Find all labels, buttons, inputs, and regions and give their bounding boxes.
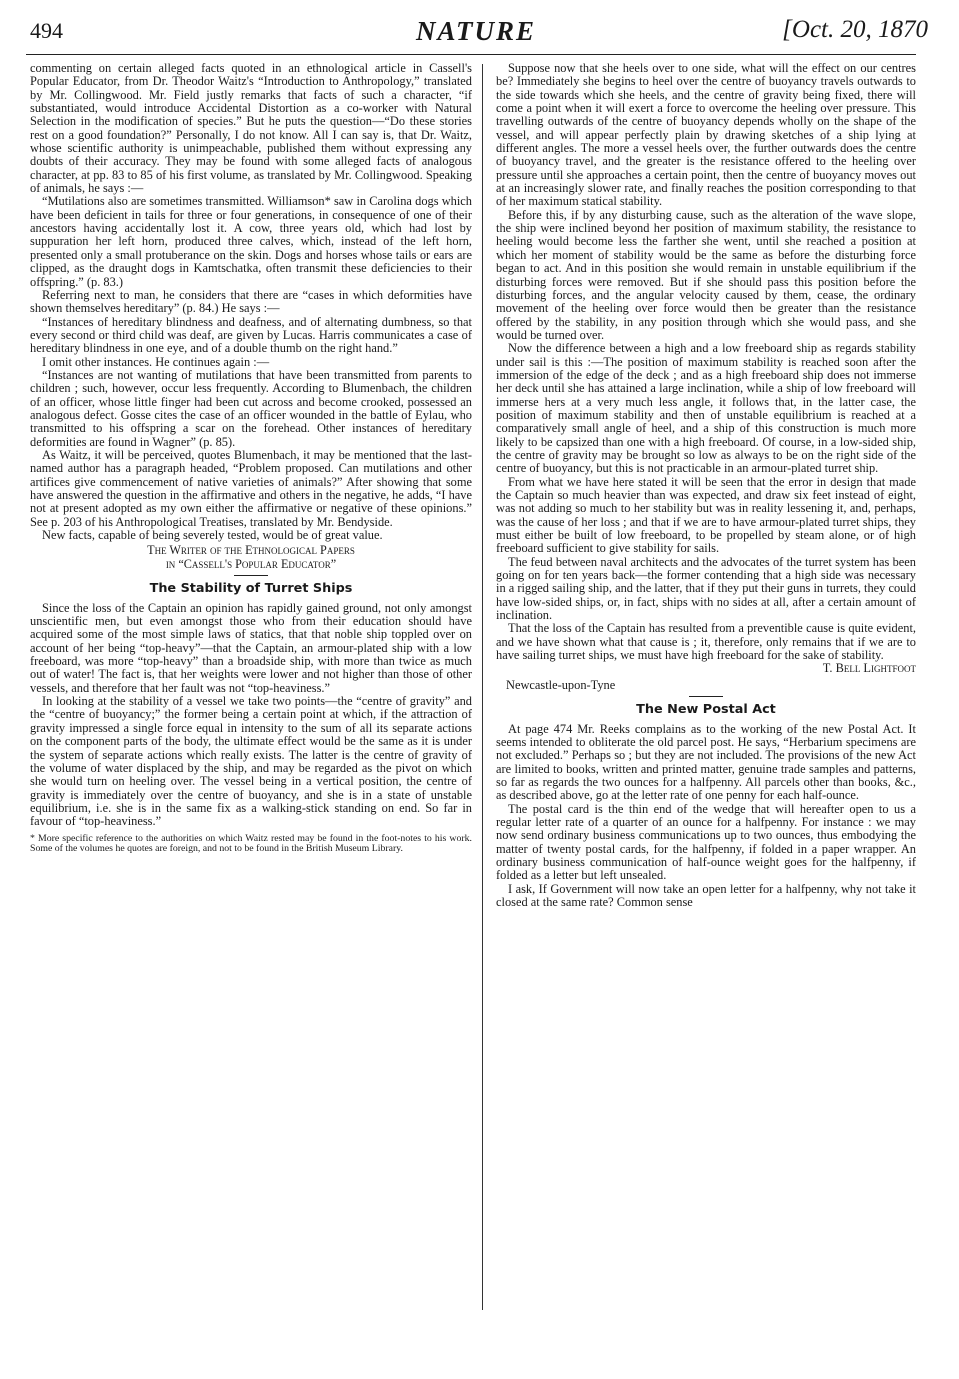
paragraph: The postal card is the thin end of the wedge that will hereafter open to us a regular letter rate of a quarter of an ounce for a halfpenny. For instance : we may now send ordinary business communications up to two ounces, thus embodying the matter of twenty postal cards, for the halfpenny, if folded in a paper wrapper. An ordinary business communication of half-ounce weight goes for the halfpenny, if folded as a letter but left unsealed. bbox=[496, 801, 916, 883]
paragraph: The feud between naval architects and the advocates of the turret system has been going on for ten years back—the former contending that a high side was necessary in a rigged sailing ship, and the latter, that if they put their guns in turrets, they could have low-sided ships, or, in fact, ships with no sides at all, after a certain amount of inclination. bbox=[496, 554, 917, 623]
paragraph: New facts, capable of being severely tested, would be of great value. bbox=[42, 528, 383, 543]
paragraph: At page 474 Mr. Reeks complains as to the working of the new Postal Act. It seems intended to obliterate the old parcel post. He says, “Herbarium specimens are not excluded.” Perhaps so ; but they are not included. The provisions of the new Act are limited to books, written and printed matter, genuine trade samples and patterns, so far as regards the two ounces for a halfpenny. All parcels other than books, &c., as described above, go at the letter rate of one penny for each half-ounce. bbox=[496, 721, 916, 803]
paragraph: That the loss of the Captain has resulted from a preventible cause is quite evident, and we have shown what that cause is ; it, therefore, only remains that if we are to have sailing turret ships, we must have high freeboard for the sake of stability. bbox=[496, 621, 916, 663]
paragraph: Since the loss of the Captain an opinion has rapidly gained ground, not only amongst unscientific men, but even amongst those who from their education should have acquired some of the most simple laws of statics, that that noble ship toppled over on account of her being “top-heavy”—that the Captain, an armour-plated ship with a low freeboard, was more “top-heavy” than a broadside ship, with more than twice as much out of water! The fact is, that her weights were lower and not higher than those of other vessels, and therefore that her fault was not “top-heaviness.” bbox=[30, 600, 472, 695]
paragraph: As Waitz, it will be perceived, quotes Blumenbach, it may be mentioned that the last-named author has a paragraph headed, “Problem proposed. Can mutilations and other artifices give commencement of native varieties of animals?” After showing that some have answered the question in the affirmative and others in the negative, he adds, “I have not at present adopted as my own either the affirmative or negative of these opinions.” See p. 203 of his Anthropological Treatises, translated by Mr. Bendyside. bbox=[30, 447, 472, 529]
author-signature: T. Bell Lightfoot bbox=[822, 661, 916, 676]
paragraph: “Instances are not wanting of mutilations that have been transmitted from parents to children ; such, however, occur less frequently. According to Blumenbach, the children of an officer, whose little finger had been cut across and become crooked, possessed an analogous defect. Gosse cites the case of an officer wounded in the battle of Eylau, who transmitted to his offspring a scar on the forehead. Other instances of hereditary deformities are found in Wagner” (p. 85). bbox=[30, 367, 472, 449]
footnote: * More specific reference to the authorities on which Waitz rested may be found in the foot-notes to his work. Some of the volumes he quotes are foreign, and not to be found in the British Museum Library. bbox=[30, 832, 472, 855]
paragraph: commenting on certain alleged facts quoted in an ethnological article in Cassell's Popular Educator, from Dr. Theodor Waitz's “Introduction to Anthropology,” translated by Mr. Collingwood. Mr. Field justly remarks that facts of such a character, “if substantiated, would introduce Accidental Distortion as a co-worker with Natural Selection in the modification of species.” But he puts the question—“Do these stories rest on a good foundation?” Personally, I do not know. All I can say is, that Dr. Waitz, whose scientific authority is unimpeachable, published them without expressing any doubts of their accuracy. They may be found with some alleged facts of analogous character, at pp. 83 to 85 of his first volume, as translated by Mr. Collingwood. Speaking of animals, he says :— bbox=[30, 61, 472, 196]
paragraph: Now the difference between a high and a low freeboard ship as regards stability under sail is this :—The position of maximum stability is reached soon after the immersion of the edge of the deck ; and as a high freeboard ship does not immerse her deck until she has attained a large inclination, while a ship of low freeboard will immerse hers at a very much less angle, it follows that, in the latter case, the position of maximum stability and then of unstable equilibrium is reached at a comparatively small angle of heel, and a ship of this construction is much more likely to be capsized than one with a high freeboard. Of course, in a low-sided ship, the centre of gravity may be brought so low as always to be on the right side of the centre of buoyancy, but this is not practicable in an armour-plated turret ship. bbox=[496, 341, 916, 476]
letter-signature bbox=[30, 543, 472, 571]
issue-date: [Oct. 20, 1870 bbox=[782, 16, 928, 43]
page-header bbox=[24, 16, 928, 50]
paragraph: Before this, if by any disturbing cause, such as the alteration of the wave slope, the ship were inclined beyond her position of maximum stability, the resistance to heeling would become less the farther she went, until she reached a position at which her moment of stability would be the same as before the disturbing force began to act. And in this position she would remain in unstable equilibrium if the disturbing forces were removed. But if she should pass this position before the disturbing forces, and the angular velocity caused by them, cease, the ordinary movement of the heeling over force would then be greater than the resistance offered by the stability, in any position through which she would pass, and she would be turned over. bbox=[496, 207, 916, 342]
column-divider bbox=[482, 64, 483, 1310]
left-column bbox=[30, 62, 472, 855]
paragraph: Suppose now that she heels over to one side, what will the effect on our centres be? Immediately she begins to heel over the centre of buoyancy travels outwards to the side towards which she heels, and the centre of gravity being fixed, there will come a point when it will exert a force to overcome the heeling over pressure. This travelling outwards of the centre of buoyancy depends wholly on the shape of the vessel, and will appear perfectly plain by drawing sketches of a ship lying at different angles. The more a vessel heels over, the further outwards does the centre of buoyancy travel, and the greater is the resistance offered to the heeling over pressure until she approaches a certain point, then the centre of buoyancy moves out at an increasingly slower rate, and finally reaches the position corresponding to that of her maximum statical stability. bbox=[496, 61, 916, 209]
paragraph: “Instances of hereditary blindness and deafness, and of alternating dumbness, so that every second or third child was deaf, are given by Lucas. Harris communicates a case of hereditary blindness in one eye, and of a double thumb on the right hand.” bbox=[30, 314, 472, 356]
paragraph: In looking at the stability of a vessel we take two points—the “centre of gravity” and the “centre of buoyancy;” the former being a certain point at which, if the attraction of gravity impressed a single force equal in intensity to the sum of all its separate actions on the component parts of the body, the ultimate effect would be the same as it is under the system of separate actions which really exists. The latter is the centre of gravity of the volume of water displaced by the ship, and may be regarded as the pivot on which she would turn on heeling over. The vessel being in a vertical position, the centre of gravity is immediately over the centre of buoyancy, and she is in a state of unstable equilibrium, i.e. she is in the same fix as a walking-stick standing on end. So far in favour of “top-heaviness.” bbox=[30, 694, 472, 829]
article-heading: The New Postal Act bbox=[636, 702, 776, 718]
signature-line: The Writer of the Ethnological Papers bbox=[147, 543, 355, 558]
right-column bbox=[496, 62, 916, 909]
signature-line: in “Cassell's Popular Educator” bbox=[165, 557, 337, 572]
article-heading: The Stability of Turret Ships bbox=[149, 581, 353, 597]
paragraph: From what we have here stated it will be seen that the error in design that made the Captain so much heavier than was expected, and draw six feet instead of eight, was not adding so much to her stability but was in reality lessening it, and, perhaps, was the cause of her loss ; and that if we are to have armour-plated turret ships, they must either be built of low freeboard, to be propelled by steam alone, or of high freeboard sufficient to give stability for sails. bbox=[496, 474, 916, 556]
page-number: 494 bbox=[30, 18, 63, 43]
section-rule bbox=[234, 575, 268, 576]
section-rule bbox=[689, 696, 723, 697]
paragraph: “Mutilations also are sometimes transmitted. Williamson* saw in Carolina dogs which have been deficient in tails for three or four generations, in consequence of one of their ancestors having accidentally lost it. A cow, three years old, which had lost by suppuration her left horn, produced three calves, which, instead of the left horn, presented only a small protuberance on the skin. Dogs and horses whose tails or ears are clipped, as the draught dogs in Kamtschatka, often transmit these deficiencies to their offspring.” (p. 83.) bbox=[30, 194, 472, 289]
journal-title: NATURE bbox=[415, 16, 537, 46]
header-rule bbox=[26, 54, 916, 55]
author-location: Newcastle-upon-Tyne bbox=[506, 677, 616, 692]
paragraph: Referring next to man, he considers that there are “cases in which deformities have shown themselves hereditary” (p. 84.) He says :— bbox=[30, 287, 472, 316]
paragraph: I ask, If Government will now take an open letter for a halfpenny, why not take it closed at the same rate? Common sense bbox=[496, 881, 916, 909]
paragraph: I omit other instances. He continues again :— bbox=[42, 354, 270, 369]
